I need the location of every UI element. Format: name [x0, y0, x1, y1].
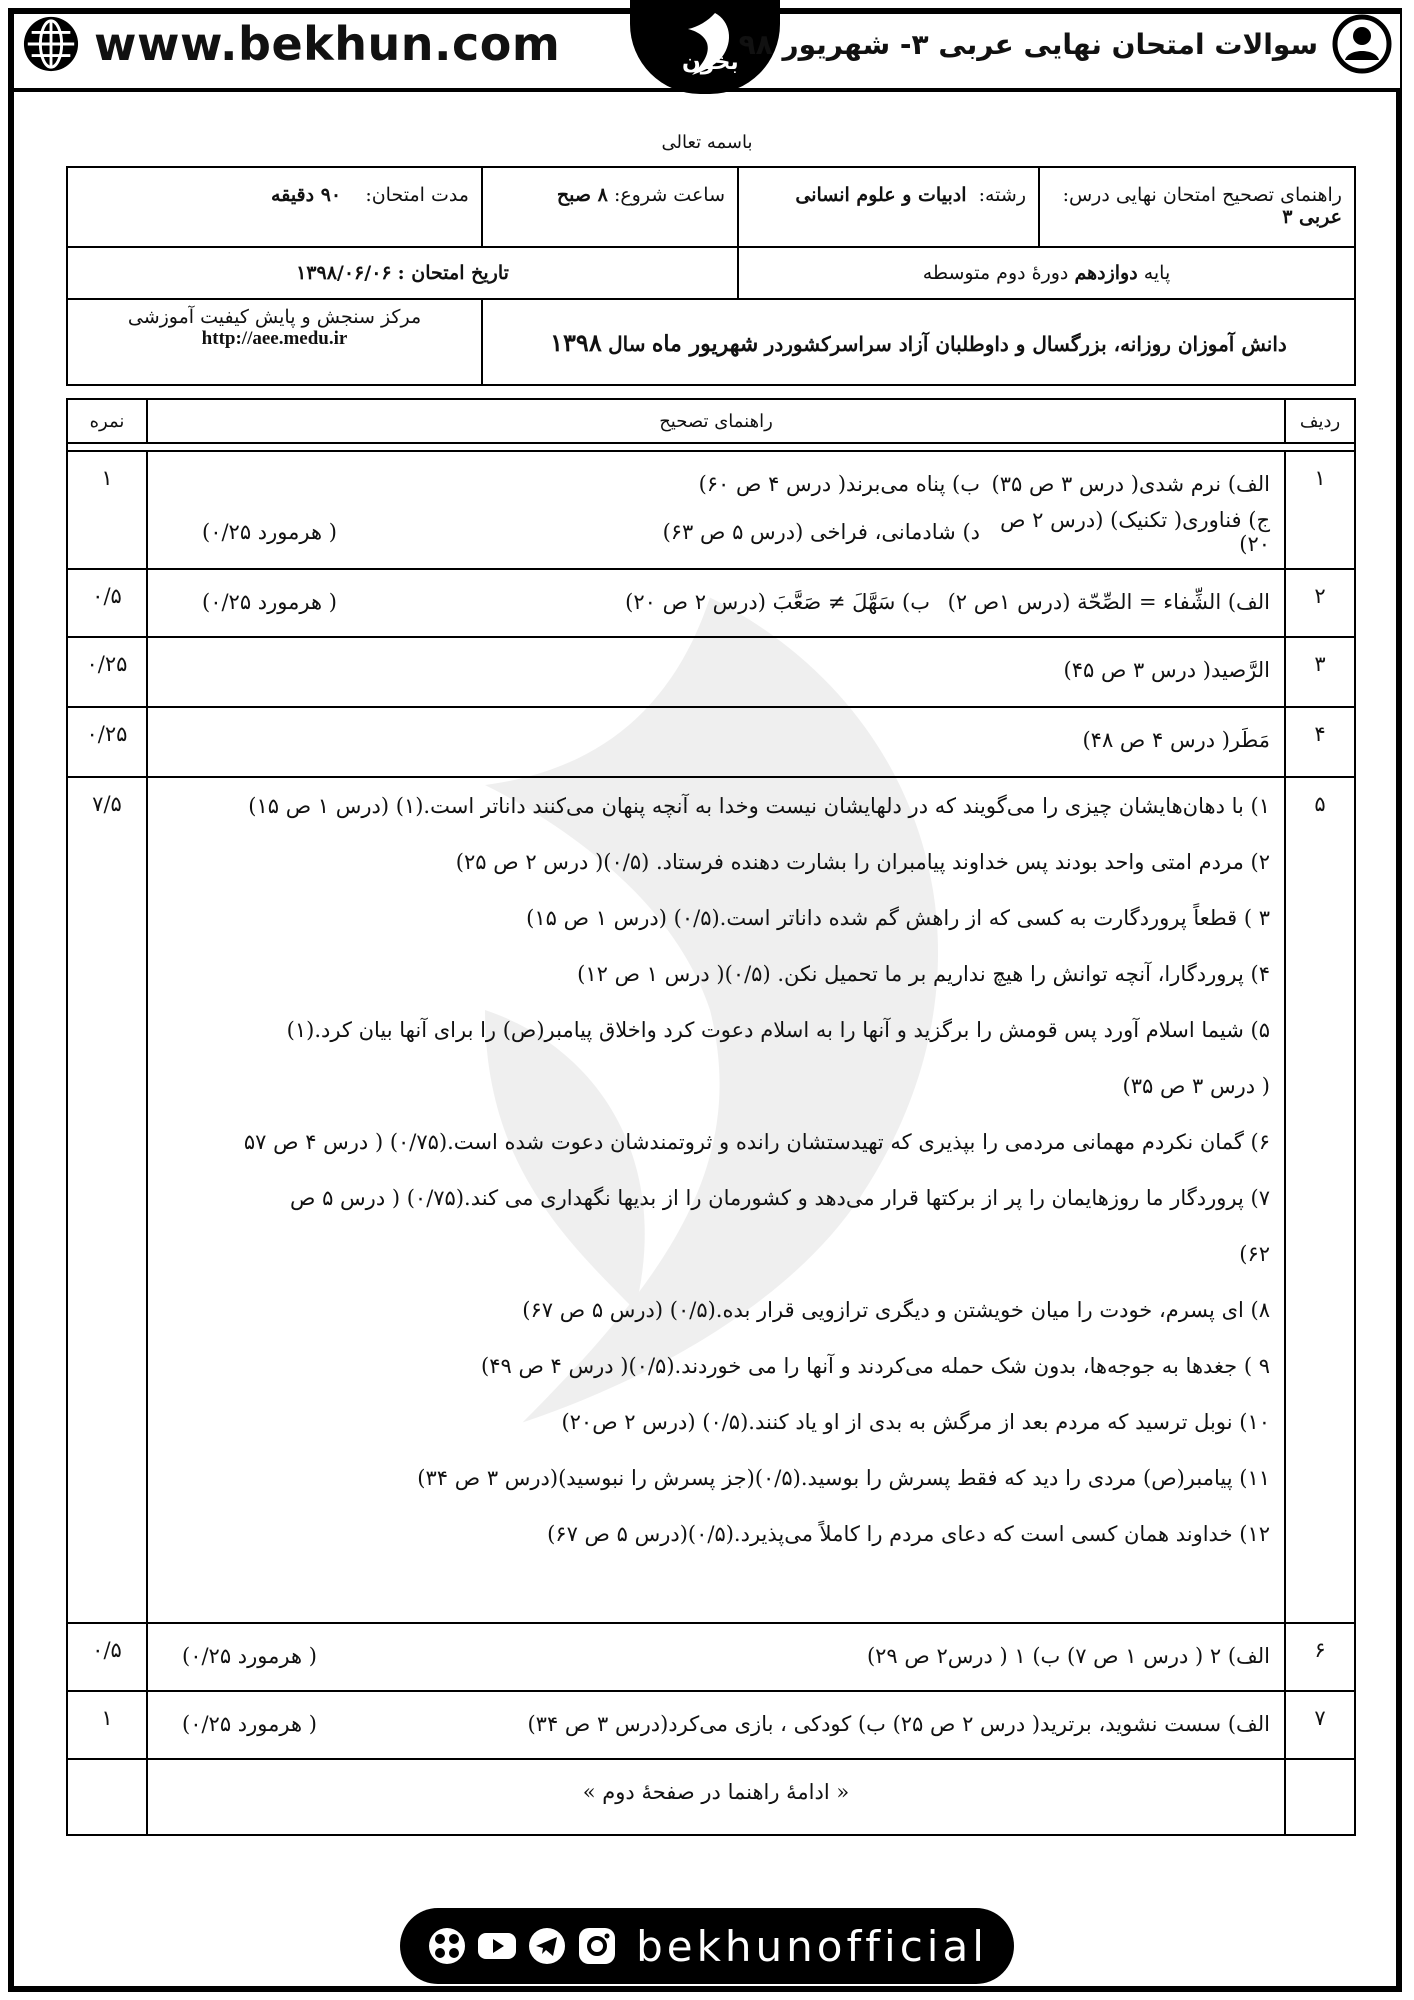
grade-rest: دورهٔ دوم متوسطه	[922, 262, 1069, 284]
score: ۱	[67, 451, 147, 569]
table-row	[67, 777, 1355, 1623]
course-cell	[1039, 167, 1355, 247]
translation-line: ۱۱) پیامبر(ص) مردی را دید که فقط پسرش را بوسید.(۰/۵)(جز پسرش را نبوسید)(درس ۳ ص ۳۴)	[417, 1466, 1270, 1490]
score: ۰/۲۵	[67, 637, 147, 707]
duration-cell	[67, 167, 482, 247]
year-label: سال	[608, 331, 646, 356]
translation-line: ۱) با دهان‌هایشان چیزی را می‌گویند که در دلهایشان نیست وخدا به آنچه پنهان می‌کنند داناتر است.(۱) (درس ۱ ص ۱۵)	[248, 794, 1270, 818]
col-header-guide: راهنمای تصحیح	[147, 399, 1285, 443]
score: ۷/۵	[67, 777, 147, 1623]
each-score-note: ( هرمورد ۰/۲۵)	[182, 1644, 317, 1668]
col-header-score: نمره	[67, 399, 147, 443]
answer-d: د) شادمانی، فراخی (درس ۵ ص ۶۳)	[662, 520, 980, 544]
answer-a: الرَّصید( درس ۳ ص ۴۵)	[1063, 658, 1270, 682]
row-number: ۶	[1285, 1623, 1355, 1691]
duration-value: ۹۰ دقیقه	[271, 184, 342, 206]
grade-prefix: پایه	[1143, 262, 1171, 284]
field-label: رشته:	[978, 184, 1026, 206]
row-number: ۵	[1285, 777, 1355, 1623]
answer-cell	[147, 707, 1285, 777]
answer-cell	[147, 1691, 1285, 1759]
translation-line: ۷) پروردگار ما روزهایمان را پر از برکتها قرار می‌دهد و کشورمان را از بدیها نگهداری می کند.(۰/۷۵) ( درس ۵ ص	[290, 1186, 1270, 1210]
grade-cell	[738, 247, 1355, 299]
exam-month: شهریور ماه	[651, 330, 759, 357]
exam-title: سوالات امتحان نهایی عربی ۳- شهریور ۹۸	[738, 27, 1318, 61]
answer-a: مَطَر( درس ۴ ص ۴۸)	[1082, 728, 1270, 752]
score: ۰/۵	[67, 1623, 147, 1691]
table-row	[67, 1623, 1355, 1691]
start-time: ۸ صبح	[556, 184, 608, 206]
field-cell	[738, 167, 1039, 247]
duration-label: مدت امتحان:	[365, 184, 469, 206]
col-header-row: ردیف	[1285, 399, 1355, 443]
row-number: ۲	[1285, 569, 1355, 637]
score: ۰/۲۵	[67, 707, 147, 777]
date-label: تاریخ امتحان :	[397, 262, 509, 284]
aparat-icon[interactable]	[426, 1925, 468, 1967]
social-handle[interactable]: bekhunofficial	[636, 1921, 988, 1971]
answer-cell	[147, 569, 1285, 637]
score: ۱	[67, 1691, 147, 1759]
translation-line: ۸) ای پسرم، خودت را میان خویشتن و دیگری ترازویی قرار بده.(۰/۵) (درس ۵ ص ۶۷)	[522, 1298, 1270, 1322]
translation-line: ۴) پروردگارا، آنچه توانش را هیچ نداریم بر ما تحمیل نکن. (۰/۵)( درس ۱ ص ۱۲)	[577, 962, 1270, 986]
social-footer	[400, 1908, 1014, 1984]
exam-date: ۱۳۹۸/۰۶/۰۶	[296, 262, 392, 284]
students-text: دانش آموزان روزانه، بزرگسال و داوطلبان آزاد سراسرکشوردر	[764, 331, 1287, 356]
each-score-note: ( هرمورد ۰/۲۵)	[202, 590, 337, 614]
row-number: ۱	[1285, 451, 1355, 569]
each-score-note: ( هرمورد ۰/۲۵)	[182, 1712, 317, 1736]
grade-bold: دوازدهم	[1074, 262, 1138, 284]
center-cell	[67, 299, 482, 385]
continue-note: « ادامهٔ راهنما در صفحهٔ دوم »	[582, 1780, 850, 1804]
course-name: عربی ۳	[1282, 206, 1342, 228]
logo-text: بخون	[682, 50, 739, 75]
translation-line: ۶) گمان نکردم مهمانی مردمی را بپذیری که تهیدستشان رانده و ثروتمندشان دعوت شده است.(۰/۷۵) ( درس ۴ ص ۵۷	[243, 1130, 1270, 1154]
table-row	[67, 1691, 1355, 1759]
table-row	[67, 707, 1355, 777]
translation-line: ۹ ) جغدها به جوجه‌ها، بدون شک حمله می‌کردند و آنها را می خوردند.(۰/۵)( درس ۴ ص ۴۹)	[481, 1354, 1270, 1378]
continue-note-cell	[147, 1759, 1285, 1835]
table-row	[67, 569, 1355, 637]
answer-a: الف) الشِّفاء = الصِّحّة (درس ۱ص ۲)	[947, 590, 1270, 614]
bismillah: باسمه تعالی	[661, 132, 753, 153]
row-number: ۳	[1285, 637, 1355, 707]
answer-cell	[147, 777, 1285, 1623]
guide-label: راهنمای تصحیح امتحان نهایی درس:	[1062, 184, 1342, 206]
row-number: ۴	[1285, 707, 1355, 777]
answer-c: ج) فناوری( تکنیک) (درس ۲ ص ۲۰)	[1000, 508, 1270, 556]
translation-line: ۵) شیما اسلام آورد پس قومش را برگزید و آنها را به اسلام دعوت کرد واخلاق پیامبر(ص) را برای آنها بیان کرد.(۱)	[286, 1018, 1270, 1042]
instagram-icon[interactable]	[576, 1925, 618, 1967]
students-cell	[482, 299, 1355, 385]
table-row	[67, 1759, 1355, 1835]
exam-year: ۱۳۹۸	[550, 327, 602, 357]
table-row	[67, 637, 1355, 707]
answer-cell	[147, 451, 1285, 569]
score: ۰/۵	[67, 569, 147, 637]
each-score-note: ( هرمورد ۰/۲۵)	[202, 520, 337, 544]
start-cell	[482, 167, 738, 247]
translation-line: ۱۲) خداوند همان کسی است که دعای مردم را کاملاً می‌پذیرد.(۰/۵)(درس ۵ ص ۶۷)	[547, 1522, 1270, 1546]
translation-line: ۶۲)	[1239, 1242, 1270, 1266]
table-row	[67, 451, 1355, 569]
answer-b: ب) پناه می‌برند( درس ۴ ص ۶۰)	[698, 472, 980, 496]
translation-line: ۳ ) قطعاً پروردگارت به کسی که از راهش گم شده داناتر است.(۰/۵) (درس ۱ ص ۱۵)	[526, 906, 1270, 930]
center-url[interactable]: http://aee.medu.ir	[201, 328, 348, 349]
row-number: ۷	[1285, 1691, 1355, 1759]
center-name: مرکز سنجش و پایش کیفیت آموزشی	[127, 306, 422, 328]
translation-line: ۲) مردم امتی واحد بودند پس خداوند پیامبران را بشارت دهنده فرستاد. (۰/۵)( درس ۲ ص ۲۵)	[455, 850, 1270, 874]
answer-cell	[147, 637, 1285, 707]
start-label: ساعت شروع:	[613, 184, 725, 206]
translation-line: ( درس ۳ ص ۳۵)	[1122, 1074, 1270, 1098]
translation-line: ۱۰) نوبل ترسید که مردم بعد از مرگش به بدی از او یاد کنند.(۰/۵) (درس ۲ ص۲۰)	[561, 1410, 1270, 1434]
answer-key-table	[66, 398, 1356, 1836]
exam-info-table	[66, 166, 1356, 386]
youtube-icon[interactable]	[476, 1925, 518, 1967]
answer-a: الف) نرم شدی( درس ۳ ص ۳۵)	[991, 472, 1270, 496]
site-url: www.bekhun.com	[94, 17, 561, 71]
date-cell	[67, 247, 738, 299]
answer-a: الف) سست نشوید، برترید( درس ۲ ص ۲۵) ب) کودکی ، بازی می‌کرد(درس ۳ ص ۳۴)	[527, 1712, 1270, 1736]
field-name: ادبیات و علوم انسانی	[795, 184, 967, 206]
answer-a: الف) ۲ ( درس ۱ ص ۷) ب) ۱ ( درس۲ ص ۲۹)	[866, 1644, 1270, 1668]
answer-b: ب) سَهَّلَ ≠ صَعَّبَ (درس ۲ ص ۲۰)	[625, 590, 930, 614]
answer-cell	[147, 1623, 1285, 1691]
telegram-icon[interactable]	[526, 1925, 568, 1967]
